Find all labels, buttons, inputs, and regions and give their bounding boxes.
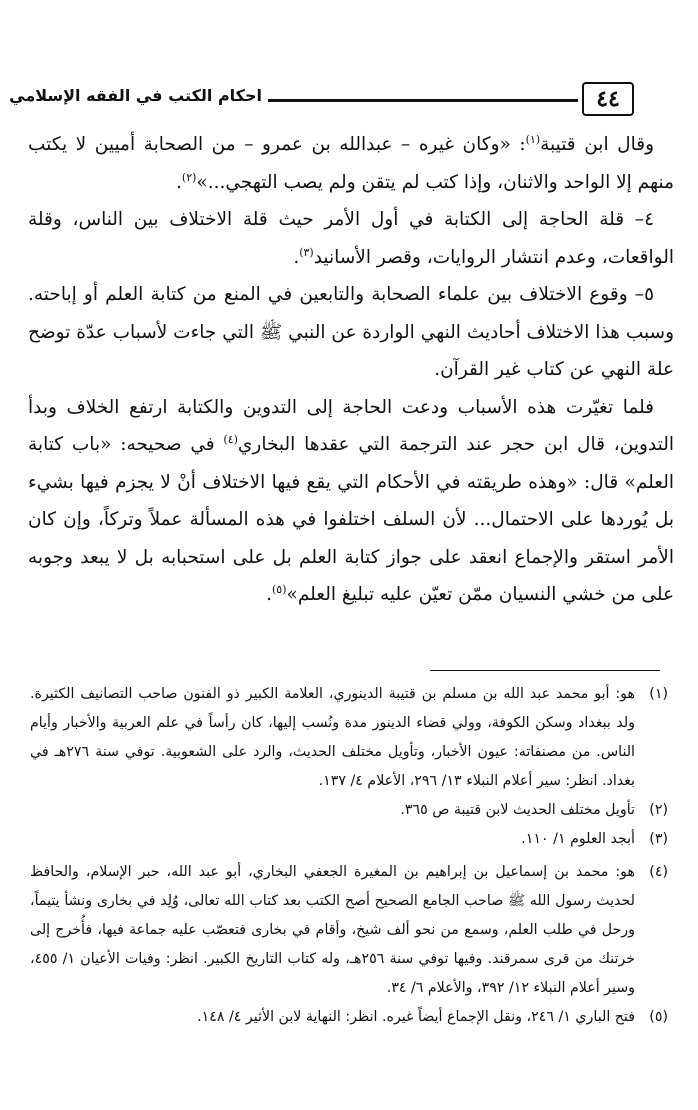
footnote-ref: (١) — [525, 132, 541, 146]
footnote-3: (٣)أبجد العلوم ١/ ١١٠. — [521, 831, 668, 847]
footnote-2: (٢)تأويل مختلف الحديث لابن قتيبة ص ٣٦٥. — [400, 802, 668, 818]
body-text — [28, 126, 674, 614]
paragraph-quote: وقال ابن قتيبة$^{(١)}$: «وكان غيره – عبدالله بن عمرو – من الصحابة أميين لا يكتب منهم إلا الواحد والاثنان، وإذا كتب لم يتقن ولم يصب التهجي...»$^{(٢)}$. — [28, 132, 674, 193]
footnote-ref: (٣) — [299, 245, 314, 259]
footnote-1: (١)هو: أبو محمد عبد الله بن مسلم بن قتيبة الدينوري، العلامة الكبير ذو الفنون صاحب التصانيف الكثيرة. ولد ببغداد وسكن الكوفة، وولي قضاء الدينور مدة ونُسب إليها، كان رأساً في علم العربية والأخبار وأيام الناس. من مصنفاته: عيون الأخبار، وتأويل مختلف الحديث، والرد على الشعوبية. توفي سنة ٢٧٦هـ في بغداد. انظر: سير أعلام النبلاء ١٣/ ٢٩٦، الأعلام ٤/ ١٣٧. — [30, 686, 668, 789]
footnote-5: (٥)فتح الباري ١/ ٢٤٦، ونقل الإجماع أيضاً غيره. انظر: النهاية لابن الأثير ٤/ ١٤٨. — [197, 1009, 668, 1025]
footnotes — [30, 680, 668, 1032]
paragraph-conclusion: فلما تغيّرت هذه الأسباب ودعت الحاجة إلى التدوين والكتابة ارتفع الخلاف وبدأ التدوين، قال ابن حجر عند الترجمة التي عقدها البخاري$^{(٤)}$ في صحيحه: «باب كتابة العلم» قال: «وهذه طريقته في الأحكام التي يقع فيها الاختلاف أنْ لا يجزم فيها بشيء بل يُوردها على الاحتمال... لأن السلف اختلفوا في هذه المسألة عملاً وتركاً، وإن كان الأمر استقر والإجماع انعقد على جواز كتابة العلم بل على استحبابه بل لا يبعد وجوبه على من خشي النسيان ممّن تعيّن عليه تبليغ العلم»$^{(٥)}$. — [28, 396, 674, 605]
page-number: ٤٤ — [582, 82, 634, 116]
footnote-ref: (٤) — [223, 432, 238, 446]
page-header — [9, 80, 670, 122]
running-title: احكام الكتب في الفقه الإسلامي — [9, 86, 262, 105]
paragraph-point-4: ٤– قلة الحاجة إلى الكتابة في أول الأمر حيث قلة الاختلاف بين الناس، وقلة الواقعات، وعدم انتشار الروايات، وقصر الأسانيد$^{(٣)}$. — [28, 209, 674, 268]
footnote-ref: (٢) — [181, 170, 197, 184]
footnote-separator — [430, 670, 660, 671]
header-rule-left — [268, 99, 536, 102]
footnote-ref: (٥) — [272, 582, 287, 596]
paragraph-point-5: ٥– وقوع الاختلاف بين علماء الصحابة والتابعين في المنع من كتابة العلم أو إباحته. وسبب هذا الاختلاف أحاديث النهي الواردة عن النبي ﷺ التي جاءت لأسباب عدّة توضح علة النهي عن كتاب غير القرآن. — [28, 284, 674, 380]
header-rule-right — [536, 99, 578, 102]
footnote-4: (٤)هو: محمد بن إسماعيل بن إبراهيم بن المغيرة الجعفي البخاري، أبو عبد الله، حبر الإسلام، والحافظ لحديث رسول الله ﷺ صاحب الجامع الصحيح أصح الكتب بعد كتاب الله تعالى، وُلِد في بخارى ونشأ يتيماً، ورحل في طلب العلم، وسمع من نحو ألف شيخ، وأقام في بخارى فتعصّب عليه جماعة فيها، فأُخرج إلى خرتنك من قرى سمرقند. وفيها توفي سنة ٢٥٦هـ، وله كتاب التاريخ الكبير. انظر: وفيات الأعيان ١/ ٤٥٥، وسير أعلام النبلاء ١٢/ ٣٩٢، والأعلام ٦/ ٣٤. — [30, 864, 668, 996]
